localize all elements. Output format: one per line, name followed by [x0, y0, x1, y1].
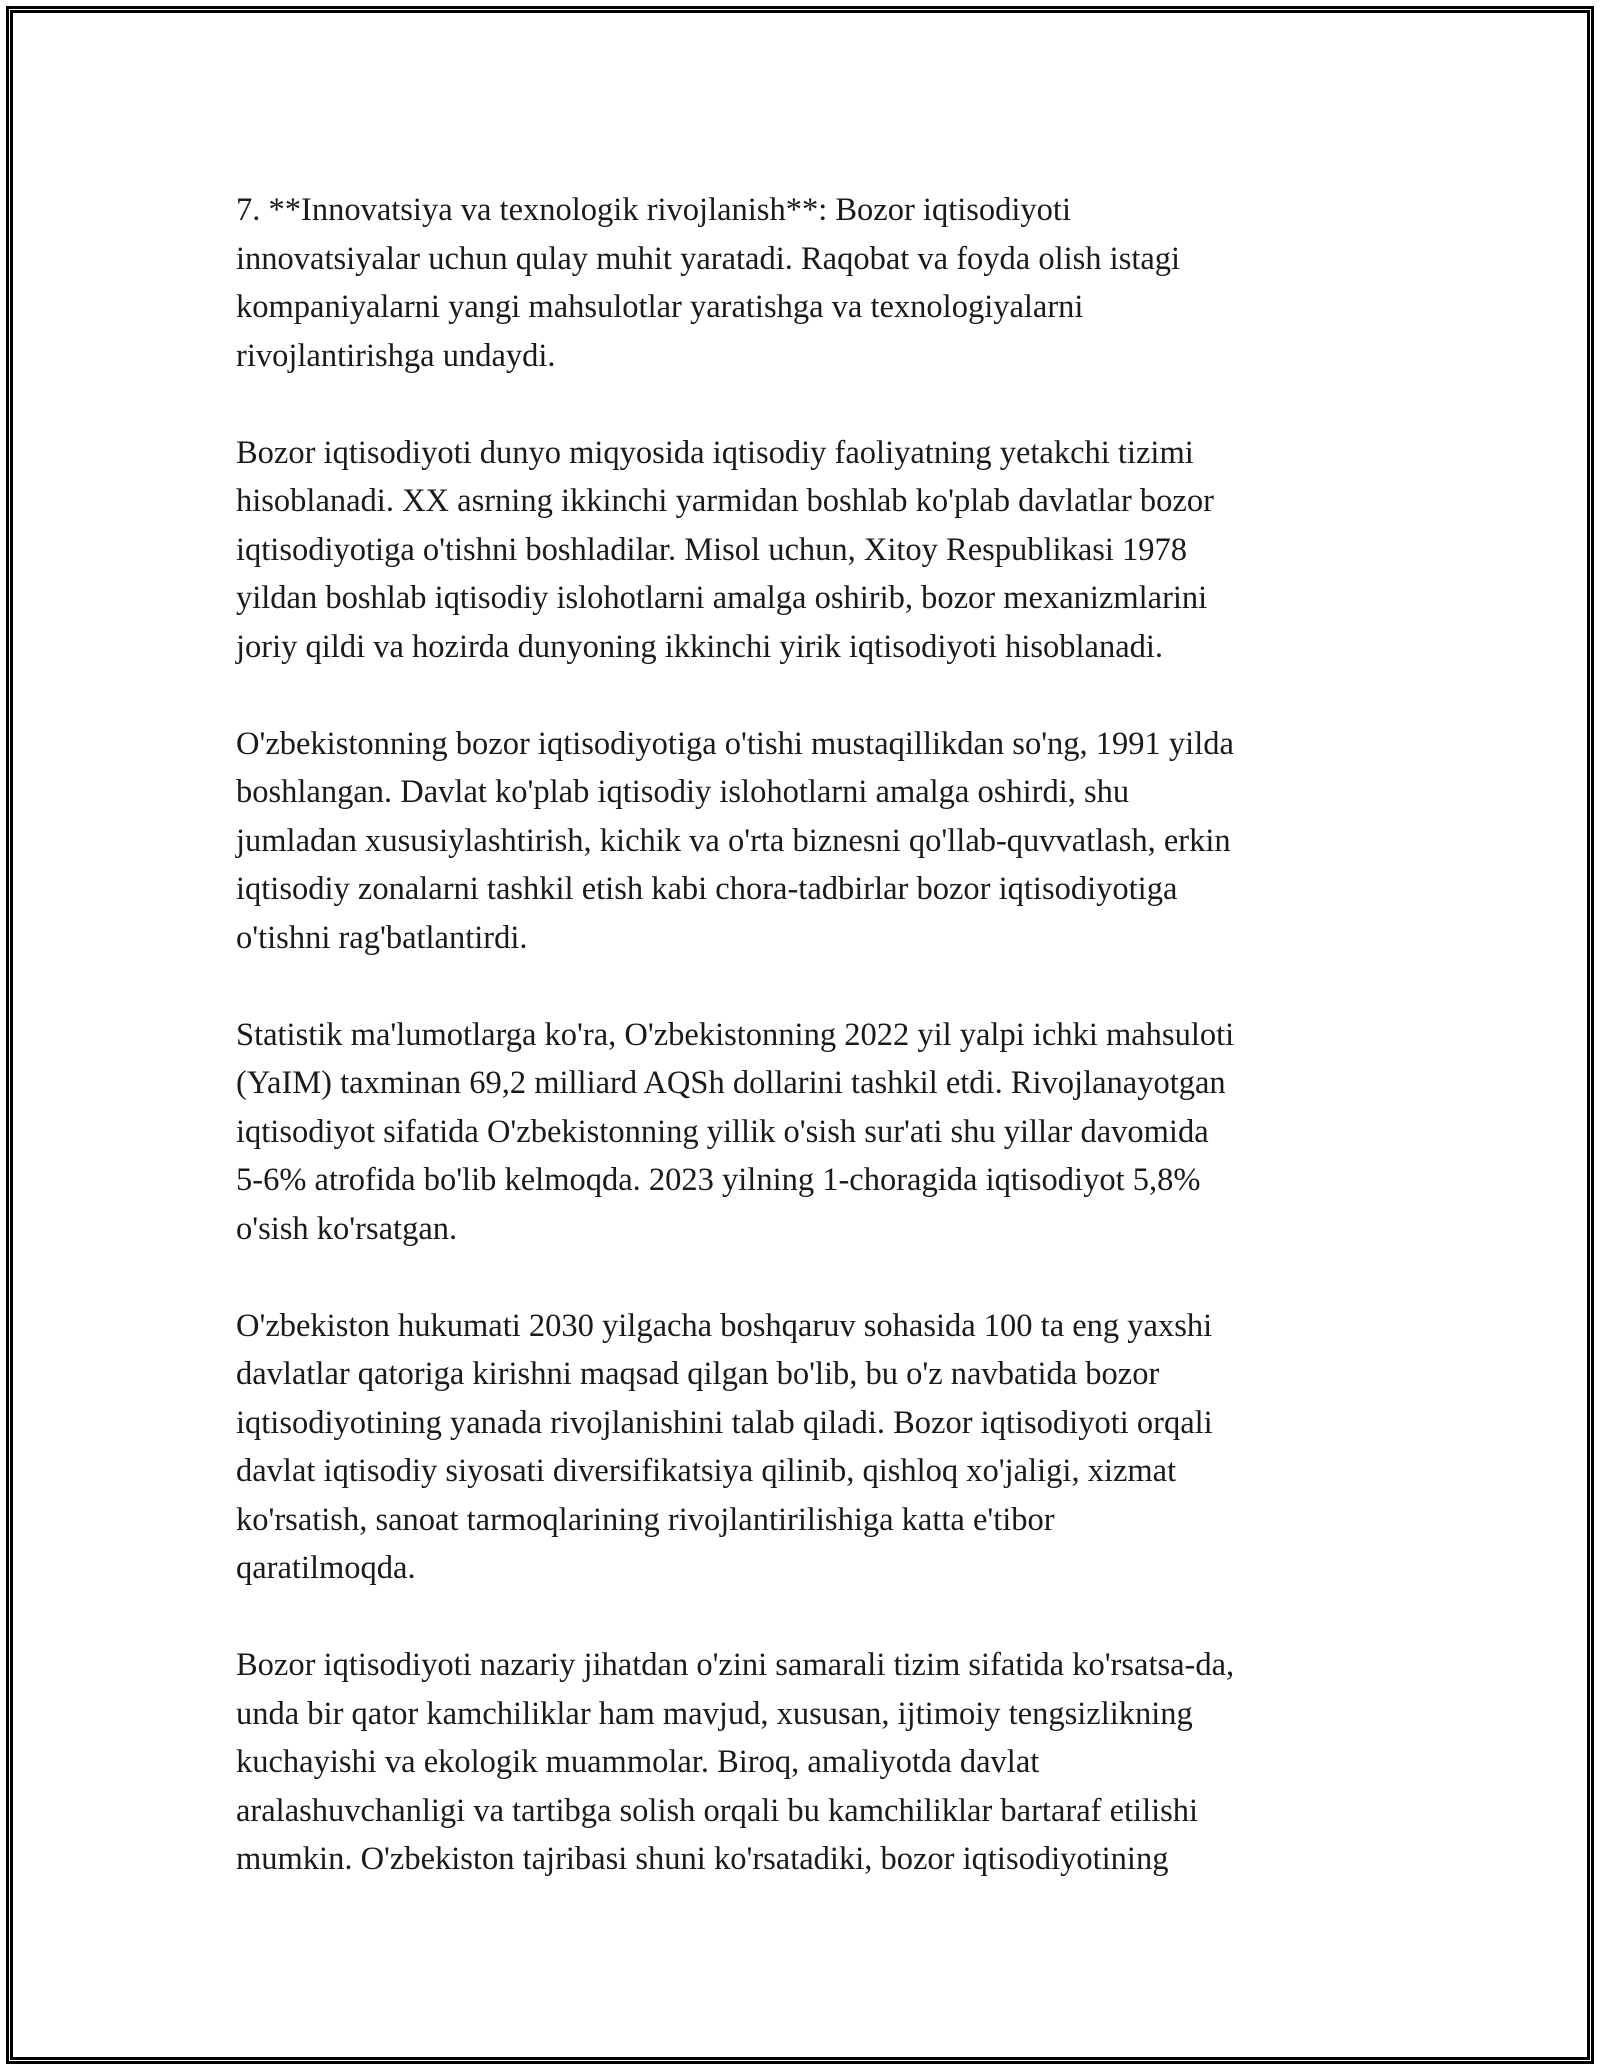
paragraph-innovation: 7. **Innovatsiya va texnologik rivojlanish**: Bozor iqtisodiyoti innovatsiyalar uchun qulay muhit yaratadi. Raqobat va foyda olish istagi kompaniyalarni yangi mahsulotlar yaratishga va texnologiyalarni rivojlantirishga undaydi.: [236, 192, 1181, 374]
document-body: [236, 186, 1376, 1932]
paragraph-market-economy-world: Bozor iqtisodiyoti dunyo miqyosida iqtisodiy faoliyatning yetakchi tizimi hisoblanadi. XX asrning ikkinchi yarmidan boshlab ko'plab davlatlar bozor iqtisodiyotiga o'tishni boshladilar. Misol uchun, Xitoy Respublikasi 1978 yildan boshlab iqtisodiy islohotlarni amalga oshirib, bozor mexanizmlarini joriy qildi va hozirda dunyoning ikkinchi yirik iqtisodiyoti hisoblanadi.: [236, 434, 1214, 665]
paragraph-shortcomings: Bozor iqtisodiyoti nazariy jihatdan o'zini samarali tizim sifatida ko'rsatsa-da, unda bir qator kamchiliklar ham mavjud, xususan, ijtimoiy tengsizlikning kuchayishi va ekologik muammolar. Biroq, amaliyotda davlat aralashuvchanligi va tartibga solish orqali bu kamchiliklar bartaraf etilishi mumkin. O'zbekiston tajribasi shuni ko'rsatadiki, bozor iqtisodiyotining: [236, 1647, 1235, 1877]
paragraph-government-goals: O'zbekiston hukumati 2030 yilgacha boshqaruv sohasida 100 ta eng yaxshi davlatlar qatoriga kirishni maqsad qilgan bo'lib, bu o'z navbatida bozor iqtisodiyotining yanada rivojlanishini talab qiladi. Bozor iqtisodiyoti orqali davlat iqtisodiy siyosati diversifikatsiya qilinib, qishloq xo'jaligi, xizmat ko'rsatish, sanoat tarmoqlarining rivojlantirilishiga katta e'tibor qaratilmoqda.: [236, 1307, 1213, 1586]
paragraph-uzbekistan-transition: O'zbekistonning bozor iqtisodiyotiga o'tishi mustaqillikdan so'ng, 1991 yilda boshlangan. Davlat ko'plab iqtisodiy islohotlarni amalga oshirdi, shu jumladan xususiylashtirish, kichik va o'rta biznesni qo'llab-quvvatlash, erkin iqtisodiy zonalarni tashkil etish kabi chora-tadbirlar bozor iqtisodiyotiga o'tishni rag'batlantirdi.: [236, 725, 1234, 956]
paragraph-statistics: Statistik ma'lumotlarga ko'ra, O'zbekistonning 2022 yil yalpi ichki mahsuloti (YaIM) taxminan 69,2 milliard AQSh dollarini tashkil etdi. Rivojlanayotgan iqtisodiyot sifatida O'zbekistonning yillik o'sish sur'ati shu yillar davomida 5-6% atrofida bo'lib kelmoqda. 2023 yilning 1-choragida iqtisodiyot 5,8% o'sish ko'rsatgan.: [236, 1016, 1235, 1247]
